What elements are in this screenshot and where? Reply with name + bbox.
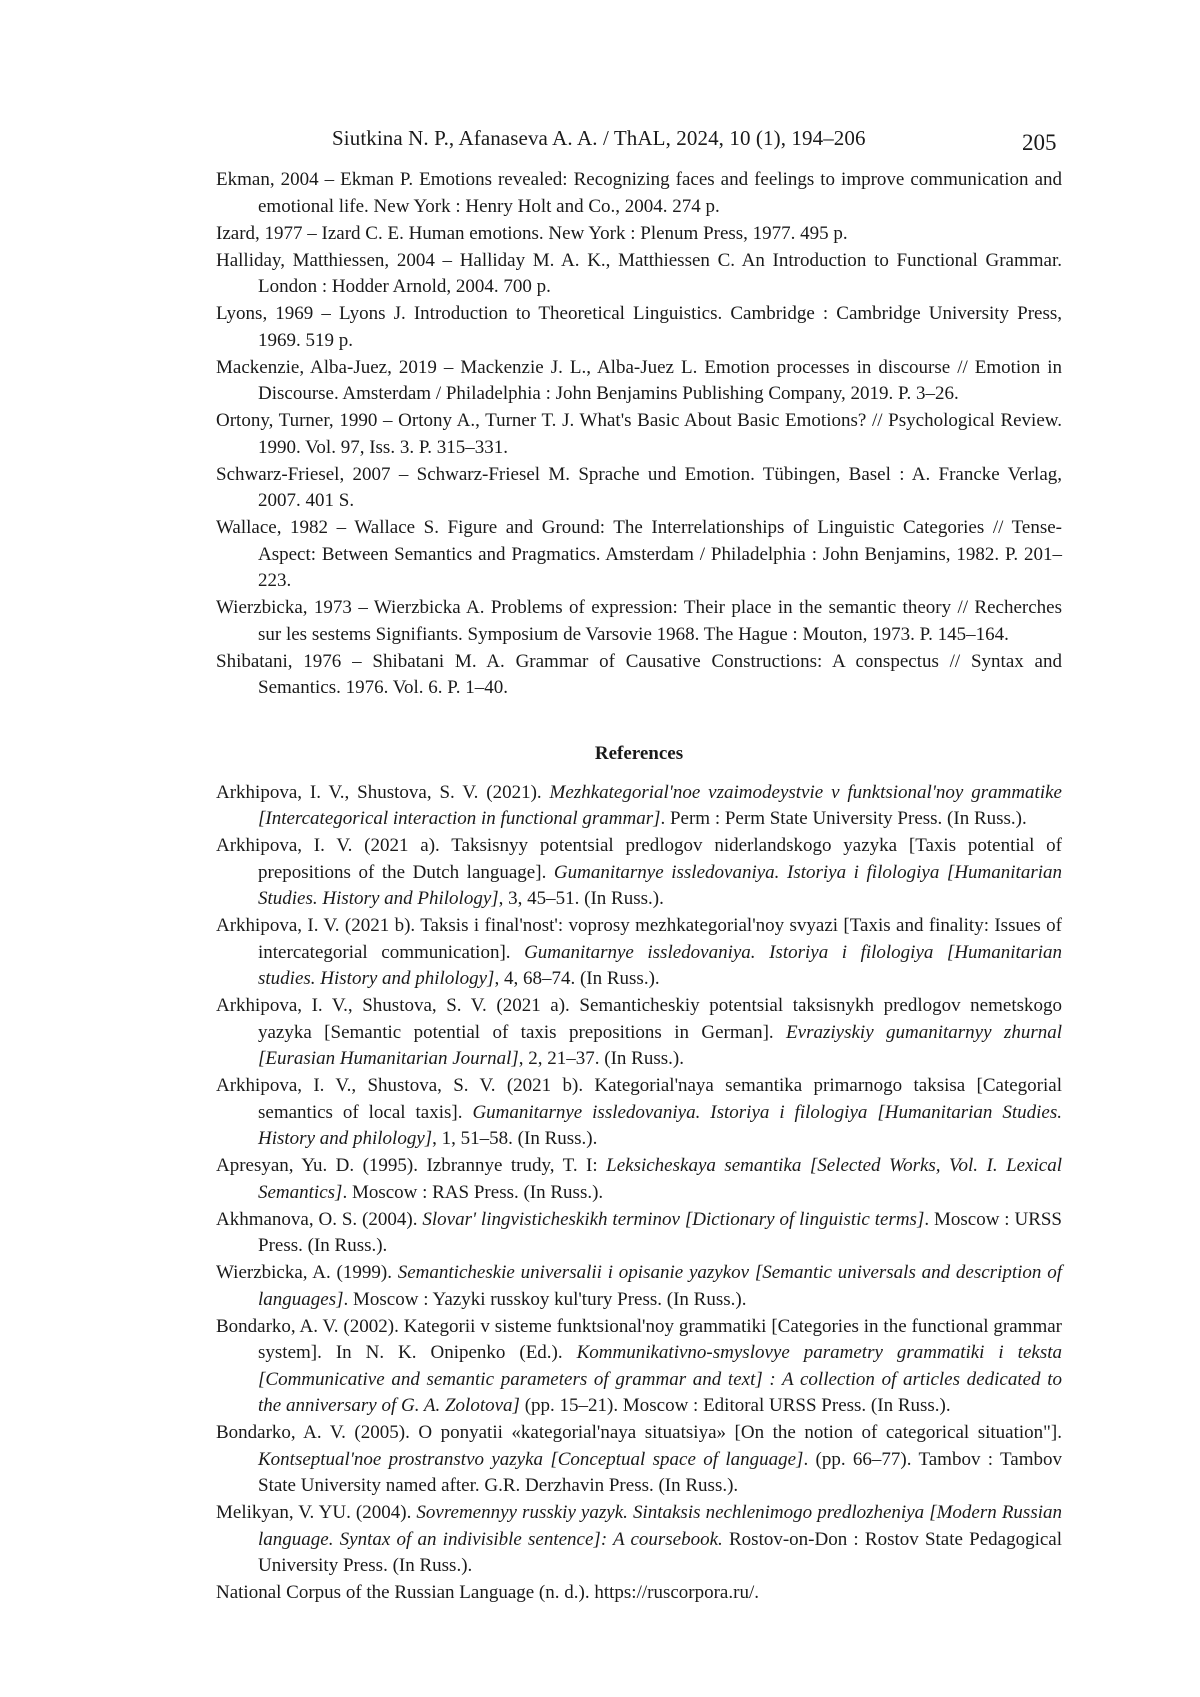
italic-title: Semanticheskie universalii i opisanie yazykov [Semantic universals and description of languages]	[258, 1262, 1062, 1310]
italic-title: Gumanitarnye issledovaniya. Istoriya i filologiya [Humanitarian Studies. History and philology]	[258, 1101, 1062, 1149]
page-content	[216, 167, 1062, 1607]
running-head: Siutkina N. P., Afanaseva A. A. / ThAL, 2024, 10 (1), 194–206	[332, 126, 866, 150]
reference-entry	[216, 1580, 1062, 1607]
literature-entry	[216, 515, 1062, 595]
reference-text: . Moscow : URSS Press. (In Russ.).	[258, 1208, 1063, 1256]
reference-text: Bondarko, A. V. (2002). Kategorii v sisteme funktsional'noy grammatiki [Categories in the functional grammar system]. In N. K. Onipenko (Ed.).	[216, 1315, 1062, 1363]
literature-entry	[216, 649, 1062, 702]
page-header	[0, 126, 1200, 158]
reference-entry	[216, 1207, 1062, 1260]
italic-title: Kommunikativno-smyslovye parametry grammatiki i teksta [Communicative and semantic parameters of grammar and text] : A collection of articles dedicated to the anniversary of G. A. Zolotova]	[258, 1342, 1062, 1416]
reference-entry	[216, 1260, 1062, 1313]
reference-text: Wallace, 1982 – Wallace S. Figure and Ground: The Interrelationships of Linguistic Categories // Tense-Aspect: Between Semantics and Pragmatics. Amsterdam / Philadelphia : John Benjamins, 1982. P. 201–223.	[216, 517, 1062, 591]
reference-text: Rostov-on-Don : Rostov State Pedagogical University Press. (In Russ.).	[258, 1528, 1062, 1576]
reference-text: Arkhipova, I. V., Shustova, S. V. (2021 b). Kategorial'naya semantika primarnogo taksisa [Categorial semantics of local taxis].	[216, 1075, 1062, 1123]
reference-entry	[216, 833, 1062, 913]
literature-entry	[216, 355, 1062, 408]
italic-title: Gumanitarnye issledovaniya. Istoriya i filologiya [Humanitarian studies. History and philology]	[258, 941, 1063, 989]
italic-title: Slovar' lingvisticheskikh terminov [Dictionary of linguistic terms]	[422, 1208, 925, 1230]
reference-text: Wierzbicka, 1973 – Wierzbicka A. Problems of expression: Their place in the semantic theory // Recherches sur les sestems Signifiants. Symposium de Varsovie 1968. The Hague : Mouton, 1973. P. 145–164.	[216, 597, 1062, 645]
italic-title: Gumanitarnye issledovaniya. Istoriya i filologiya [Humanitarian Studies. History and Philology]	[258, 861, 1063, 909]
reference-text: Lyons, 1969 – Lyons J. Introduction to Theoretical Linguistics. Cambridge : Cambridge University Press, 1969. 519 p.	[216, 303, 1062, 351]
reference-text: , 2, 21–37. (In Russ.).	[518, 1048, 684, 1069]
italic-title: Kontseptual'noe prostranstvo yazyka [Conceptual space of language]	[258, 1448, 804, 1470]
literature-entry	[216, 167, 1062, 220]
reference-text: , 1, 51–58. (In Russ.).	[432, 1128, 598, 1149]
reference-entry	[216, 780, 1062, 833]
italic-title: Evraziyskiy gumanitarnyy zhurnal [Eurasian Humanitarian Journal]	[258, 1021, 1062, 1069]
reference-text: . Perm : Perm State University Press. (In Russ.).	[660, 808, 1027, 829]
reference-text: , 3, 45–51. (In Russ.).	[498, 888, 664, 909]
reference-text: Apresyan, Yu. D. (1995). Izbrannye trudy, T. I:	[216, 1155, 607, 1176]
reference-text: (pp. 15–21). Moscow : Editoral URSS Press. (In Russ.).	[519, 1395, 951, 1416]
italic-title: Leksicheskaya semantika [Selected Works, Vol. I. Lexical Semantics]	[258, 1155, 1062, 1203]
reference-text: Arkhipova, I. V. (2021 a). Taksisnyy potentsial predlogov niderlandskogo yazyka [Taxis potential of prepositions of the Dutch language].	[216, 835, 1062, 883]
reference-text: Arkhipova, I. V. (2021 b). Taksis i final'nost': voprosy mezhkategorial'noy svyazi [Taxis and finality: Issues of intercategorial communication].	[216, 915, 1062, 963]
literature-entry	[216, 408, 1062, 461]
literature-entry	[216, 221, 1062, 248]
reference-text: Bondarko, A. V. (2005). O ponyatii «kategorial'naya situatsiya» [On the notion of categorical situation"].	[216, 1422, 1062, 1443]
reference-entry	[216, 913, 1062, 993]
reference-text: Schwarz-Friesel, 2007 – Schwarz-Friesel M. Sprache und Emotion. Tübingen, Basel : A. Francke Verlag, 2007. 401 S.	[216, 463, 1062, 511]
reference-entry	[216, 1153, 1062, 1206]
reference-text: . (pp. 66–77). Tambov : Tambov State University named after. G.R. Derzhavin Press. (In Russ.).	[258, 1448, 1063, 1496]
references-list	[216, 780, 1062, 1607]
page-number: 205	[1022, 130, 1057, 155]
reference-text: Shibatani, 1976 – Shibatani M. A. Grammar of Causative Constructions: A conspectus // Syntax and Semantics. 1976. Vol. 6. P. 1–40.	[216, 650, 1062, 698]
reference-text: Akhmanova, O. S. (2004).	[216, 1208, 423, 1230]
italic-title: Sovremennyy russkiy yazyk. Sintaksis nechlenimogo predlozheniya [Modern Russian language. Syntax of an indivisible sentence]: A coursebook.	[258, 1502, 1062, 1550]
literature-entry	[216, 248, 1062, 301]
literature-entry	[216, 595, 1062, 648]
reference-text: Halliday, Matthiessen, 2004 – Halliday M. A. K., Matthiessen C. An Introduction to Functional Grammar. London : Hodder Arnold, 2004. 700 p.	[216, 249, 1062, 297]
reference-text: Ortony, Turner, 1990 – Ortony A., Turner T. J. What's Basic About Basic Emotions? // Psychological Review. 1990. Vol. 97, Iss. 3. P. 315–331.	[216, 410, 1062, 458]
reference-text: Arkhipova, I. V., Shustova, S. V. (2021 a). Semanticheskiy potentsial taksisnykh predlogov nemetskogo yazyka [Semantic potential of taxis prepositions in German].	[216, 995, 1062, 1043]
reference-entry	[216, 1500, 1062, 1580]
reference-text: , 4, 68–74. (In Russ.).	[494, 968, 660, 989]
references-heading: References	[594, 742, 684, 764]
reference-text: Mackenzie, Alba-Juez, 2019 – Mackenzie J. L., Alba-Juez L. Emotion processes in discourse // Emotion in Discourse. Amsterdam / Philadelphia : John Benjamins Publishing Company, 2019. P. 3–26.	[216, 356, 1062, 404]
reference-text: National Corpus of the Russian Language (n. d.). https://ruscorpora.ru/.	[216, 1582, 759, 1603]
reference-entry	[216, 1314, 1062, 1420]
reference-entry	[216, 1073, 1062, 1153]
reference-text: Izard, 1977 – Izard C. E. Human emotions. New York : Plenum Press, 1977. 495 p.	[216, 222, 848, 244]
literature-list	[216, 167, 1062, 702]
reference-text: Arkhipova, I. V., Shustova, S. V. (2021).	[216, 781, 550, 803]
reference-entry	[216, 1420, 1062, 1500]
reference-text: . Moscow : Yazyki russkoy kul'tury Press. (In Russ.).	[343, 1288, 747, 1310]
reference-text: . Moscow : RAS Press. (In Russ.).	[342, 1181, 604, 1203]
reference-entry	[216, 993, 1062, 1073]
literature-entry	[216, 301, 1062, 354]
reference-text: Ekman, 2004 – Ekman P. Emotions revealed: Recognizing faces and feelings to improve communication and emotional life. New York : Henry Holt and Co., 2004. 274 p.	[216, 169, 1062, 217]
literature-entry	[216, 462, 1062, 515]
reference-text: Wierzbicka, A. (1999).	[216, 1262, 398, 1283]
italic-title: Mezhkategorial'noe vzaimodeystvie v funktsional'noy grammatike [Intercategorical interaction in functional grammar]	[258, 781, 1062, 829]
reference-text: Melikyan, V. YU. (2004).	[216, 1502, 417, 1523]
